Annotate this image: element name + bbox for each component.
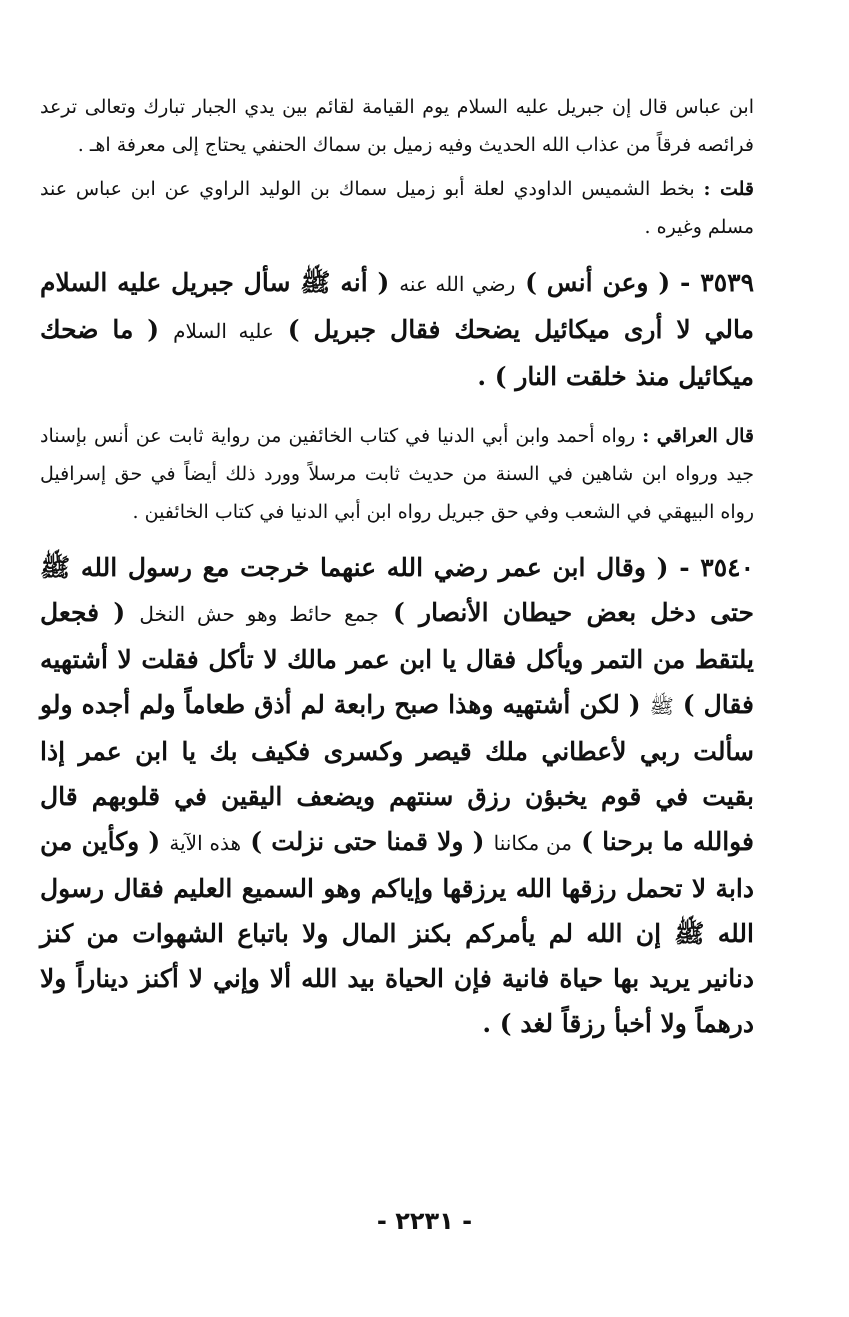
hadith-3539-part1: ( وعن أنس ): [515, 268, 681, 297]
hadith-3540-part5: ( لكن أشتهيه وهذا صبح رابعة لم أذق طعاماً ولم أجده ولو سألت ربي لأعطاني ملك قيصر وكسرى فكيف بك يا ابن عمر إذا بقيت في قوم يخبؤن رزق سنتهم ويضعف اليقين في قلوبهم قال فوالله ما برحنا ): [40, 690, 755, 856]
hadith-3539-part4: عليه السلام: [173, 319, 274, 343]
hadith-3539-number: ٣٥٣٩ -: [680, 268, 754, 297]
hadith-3539-part3: ( أنه ﷺ سأل جبريل عليه السلام مالي لا أرى ميكائيل يضحك فقال جبريل ): [40, 268, 755, 344]
previous-note-text: ابن عباس قال إن جبريل عليه السلام يوم القيامة لقائم بين يدي الجبار تبارك وتعالى ترعد فرائصه فرقاً من عذاب الله الحديث وفيه زميل بن سماك الحنفي يحتاج إلى معرفة اهـ .: [40, 96, 754, 156]
hadith-3539-paragraph: [40, 260, 754, 399]
page-content: [40, 88, 754, 1046]
previous-note-paragraph: [40, 88, 754, 164]
hadith-3540-part6: من مكاننا: [493, 831, 572, 855]
qult-note-paragraph: [40, 170, 754, 246]
hadith-3539-part5: ( ما ضحك ميكائيل منذ خلقت النار ) .: [40, 315, 754, 391]
iraqi-label: قال العراقي :: [642, 425, 754, 447]
qult-label: قلت :: [703, 178, 754, 200]
hadith-3540-part2: جمع حائط وهو حش النخل: [139, 602, 379, 626]
page-number: - ٢٢٣١ -: [376, 1207, 473, 1235]
hadith-3539-part2: رضي الله عنه: [399, 272, 516, 296]
iraqi-note-text: رواه أحمد وابن أبي الدنيا في كتاب الخائفين من رواية ثابت عن أنس بإسناد جيد ورواه ابن شاهين في السنة من حديث ثابت مرسلاً وورد ذلك أيضاً في حق إسرافيل رواه البيهقي في الشعب وفي حق جبريل رواه ابن أبي الدنيا في كتاب الخائفين .: [40, 425, 754, 523]
hadith-3540-part1: ( وقال ابن عمر رضي الله عنهما خرجت مع رسول الله ﷺ حتى دخل بعض حيطان الأنصار ): [40, 553, 754, 627]
hadith-3540-paragraph: [40, 545, 754, 1046]
qult-note-text: بخط الشميس الداودي لعلة أبو زميل سماك بن الوليد الراوي عن ابن عباس عند مسلم وغيره .: [40, 178, 754, 238]
hadith-3540-part8: هذه الآية: [169, 831, 242, 855]
iraqi-note-paragraph: [40, 417, 754, 531]
hadith-3540-part4: ﷺ: [649, 694, 674, 718]
hadith-3540-number: ٣٥٤٠ -: [679, 553, 754, 582]
hadith-3540-part9: ( وكأين من دابة لا تحمل رزقها الله يرزقها وإياكم وهو السميع العليم فقال رسول الله ﷺ إن الله لم يأمركم بكنز المال ولا باتباع الشهوات من كنز دنانير يريد بها حياة فانية فإن الحياة بيد الله ألا وإني لا أكنز ديناراً ولا درهماً ولا أخبأ رزقاً لغد ) .: [40, 827, 754, 1038]
hadith-3540-part3: ( فجعل يلتقط من التمر ويأكل فقال يا ابن عمر مالك لا تأكل فقلت لا أشتهيه فقال ): [40, 598, 754, 719]
hadith-3540-part7: ( ولا قمنا حتى نزلت ): [241, 827, 494, 856]
